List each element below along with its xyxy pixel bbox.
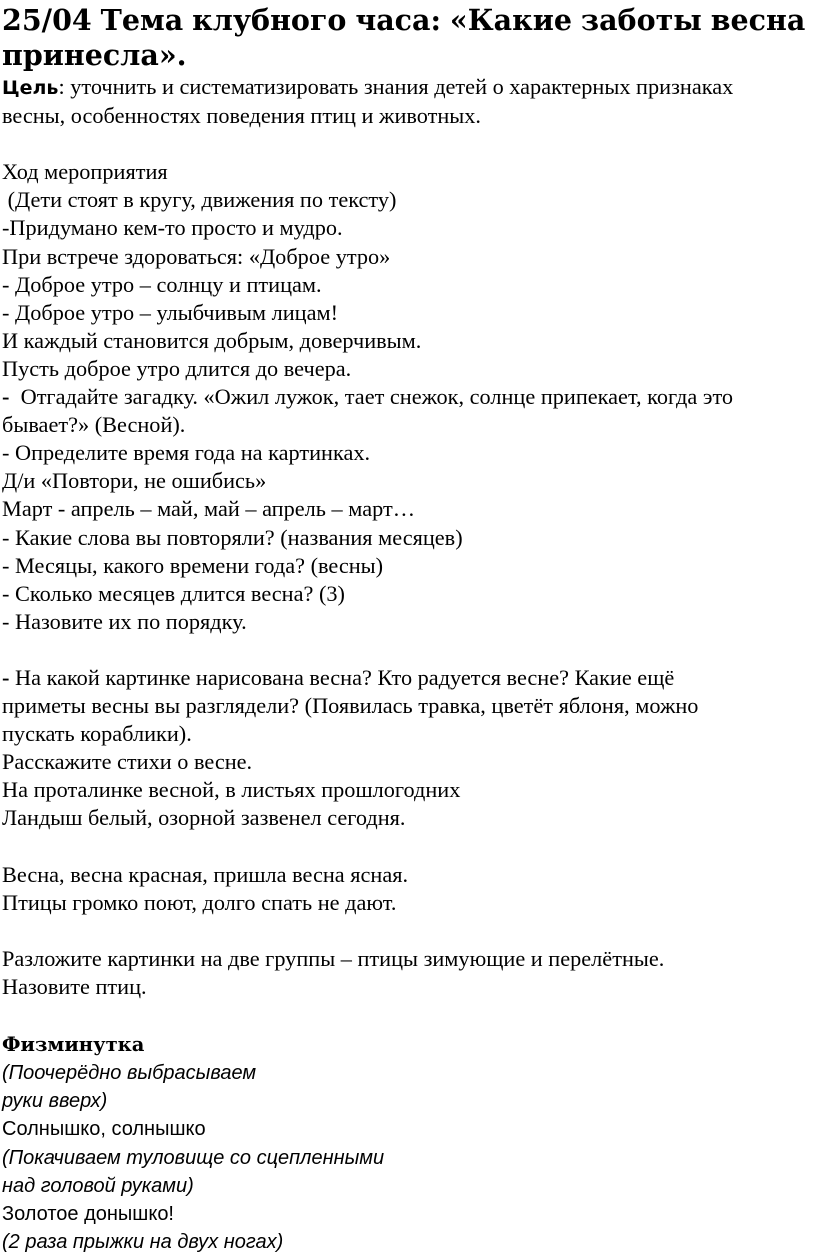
fizminutka-line: руки вверх) <box>2 1090 108 1113</box>
goal-label: Цель <box>2 77 59 99</box>
text-line: И каждый становится добрым, доверчивым. <box>2 327 422 353</box>
fizminutka-line: над головой руками) <box>2 1174 194 1197</box>
riddle-dash: - <box>2 384 10 410</box>
task-line: Разложите картинки на две группы – птицы зимующие и перелётные. <box>2 945 665 971</box>
spring-question-line-3: пускать кораблики). <box>2 721 192 747</box>
fizminutka-line: (2 раза прыжки на двух ногах) <box>2 1230 284 1253</box>
fizminutka-line: Золотое донышко! <box>2 1202 174 1225</box>
spring-question-line <box>2 664 812 692</box>
spacer <box>2 130 812 158</box>
text-line: (Дети стоят в кругу, движения по тексту) <box>2 187 397 213</box>
poem-line: Ландыш белый, озорной зазвенел сегодня. <box>2 805 406 831</box>
fizminutka-heading: Физминутка <box>2 1033 145 1057</box>
fizminutka-line: (Поочерёдно выбрасываем <box>2 1062 257 1085</box>
text-line: - Назовите их по порядку. <box>2 608 247 634</box>
poem-line: На проталинке весной, в листьях прошлогодних <box>2 777 461 803</box>
poem-intro: Расскажите стихи о весне. <box>2 749 253 775</box>
poem-line: Весна, весна красная, пришла весна ясная. <box>2 861 409 887</box>
goal-line <box>2 73 812 102</box>
fizminutka-line: (Покачиваем туловище со сцепленными <box>2 1146 385 1169</box>
text-line: Март - апрель – май, май – апрель – март… <box>2 496 416 522</box>
text-line: -Придумано кем-то просто и мудро. <box>2 215 343 241</box>
text-line: При встрече здороваться: «Доброе утро» <box>2 243 391 269</box>
fizminutka-line: Солнышко, солнышко <box>2 1118 206 1141</box>
spacer <box>2 1001 812 1029</box>
text-line: - Доброе утро – улыбчивым лицам! <box>2 299 339 325</box>
goal-text: : уточнить и систематизировать знания детей о характерных признаках <box>58 74 734 99</box>
text-line: - Доброе утро – солнцу и птицам. <box>2 271 322 297</box>
text-line: - Месяцы, какого времени года? (весны) <box>2 552 384 578</box>
spacer <box>2 636 812 664</box>
riddle-text: Отгадайте загадку. «Ожил лужок, тает снежок, солнце припекает, когда это <box>9 384 734 410</box>
text-line: - Определите время года на картинках. <box>2 440 371 466</box>
text-line: - Сколько месяцев длится весна? (3) <box>2 580 345 606</box>
document-page <box>2 0 812 1256</box>
task-line: Назовите птиц. <box>2 974 147 999</box>
riddle-line <box>2 383 812 411</box>
progress-heading: Ход мероприятия <box>2 159 168 185</box>
text-line: - Какие слова вы повторяли? (названия месяцев) <box>2 524 463 550</box>
goal-line-2: весны, особенностях поведения птиц и животных. <box>2 103 481 129</box>
riddle-line-2: бывает?» (Весной). <box>2 412 186 438</box>
spring-text: На какой картинке нарисована весна? Кто радуется весне? Какие ещё <box>9 664 675 690</box>
text-line: Пусть доброе утро длится до вечера. <box>2 355 352 381</box>
poem-line: Птицы громко поют, долго спать не дают. <box>2 889 397 915</box>
text-line: Д/и «Повтори, не ошибись» <box>2 468 267 494</box>
spring-question-line-2: приметы весны вы разглядели? (Появилась травка, цветёт яблоня, можно <box>2 693 699 719</box>
spacer <box>2 917 812 945</box>
spring-dash: - <box>2 664 10 690</box>
spacer <box>2 833 812 861</box>
document-title: 25/04 Тема клубного часа: «Какие заботы весна принесла». <box>2 3 806 72</box>
